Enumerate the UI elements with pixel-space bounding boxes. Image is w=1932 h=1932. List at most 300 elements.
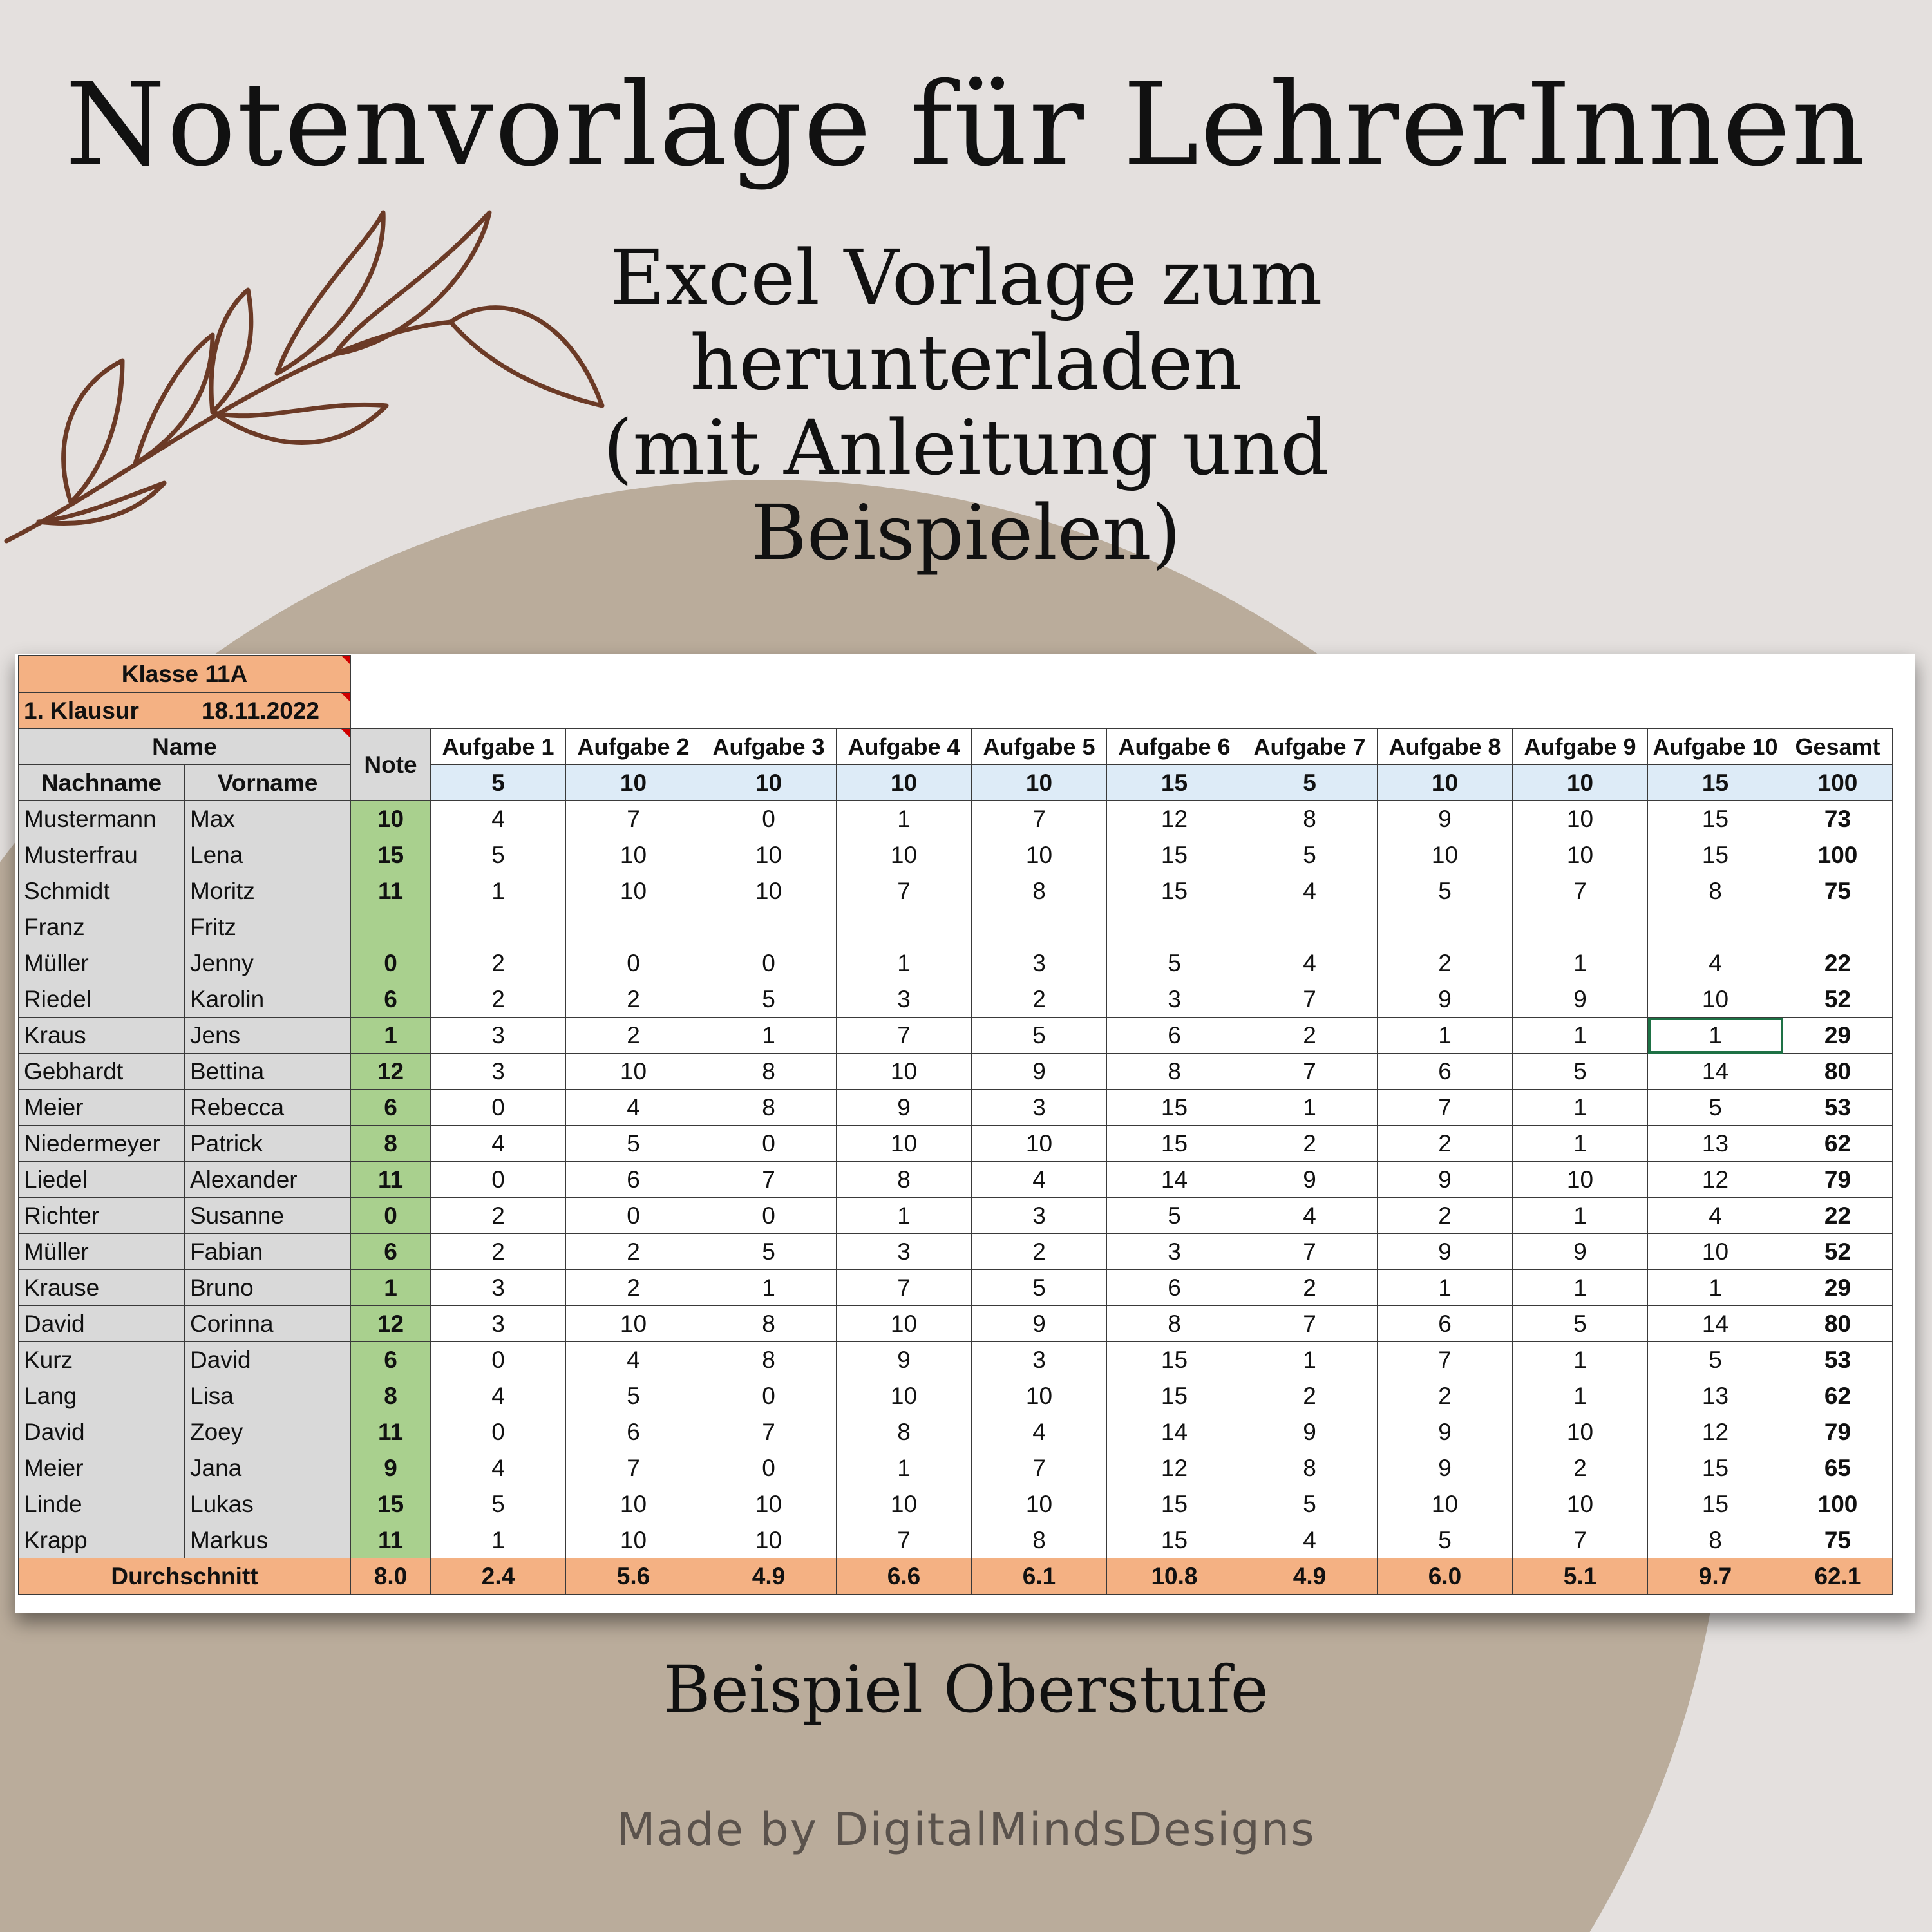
score-cell[interactable]: 1 [431,873,566,909]
score-cell[interactable]: 8 [1242,1450,1378,1486]
score-cell[interactable]: 10 [566,1522,701,1558]
score-cell[interactable]: 10 [837,1378,972,1414]
lastname-cell[interactable]: Franz [19,909,185,945]
score-cell[interactable] [972,909,1107,945]
note-cell[interactable]: 6 [351,1090,431,1126]
note-cell[interactable]: 6 [351,981,431,1018]
lastname-cell[interactable]: Kraus [19,1018,185,1054]
score-cell[interactable]: 0 [431,1342,566,1378]
score-cell[interactable]: 6 [1378,1306,1513,1342]
score-cell[interactable]: 7 [837,1270,972,1306]
task-header[interactable]: Aufgabe 6 [1107,729,1242,765]
lastname-cell[interactable]: Krapp [19,1522,185,1558]
score-cell[interactable]: 9 [1378,1450,1513,1486]
score-cell[interactable]: 10 [972,1126,1107,1162]
task-header[interactable]: Aufgabe 5 [972,729,1107,765]
total-cell[interactable]: 52 [1783,1234,1893,1270]
score-cell[interactable]: 12 [1648,1162,1783,1198]
firstname-cell[interactable]: Corinna [185,1306,351,1342]
max-points-cell[interactable]: 5 [1242,765,1378,801]
average-score-cell[interactable]: 4.9 [701,1558,837,1595]
score-cell[interactable]: 1 [1378,1270,1513,1306]
firstname-cell[interactable]: Jana [185,1450,351,1486]
firstname-cell[interactable]: Bruno [185,1270,351,1306]
score-cell[interactable]: 5 [1242,1486,1378,1522]
score-cell[interactable]: 0 [431,1162,566,1198]
firstname-cell[interactable]: David [185,1342,351,1378]
firstname-cell[interactable]: Jenny [185,945,351,981]
score-cell[interactable]: 7 [972,801,1107,837]
score-cell[interactable]: 7 [837,1522,972,1558]
note-cell[interactable] [351,909,431,945]
score-cell[interactable]: 13 [1648,1126,1783,1162]
score-cell[interactable]: 7 [1513,1522,1648,1558]
firstname-cell[interactable]: Fabian [185,1234,351,1270]
task-header[interactable]: Aufgabe 4 [837,729,972,765]
score-cell[interactable] [1107,909,1242,945]
score-cell[interactable]: 10 [1378,837,1513,873]
score-cell[interactable]: 5 [431,1486,566,1522]
score-cell[interactable]: 0 [431,1090,566,1126]
score-cell[interactable] [1513,909,1648,945]
score-cell[interactable]: 15 [1107,1486,1242,1522]
score-cell[interactable]: 2 [1242,1378,1378,1414]
score-cell[interactable]: 7 [1378,1342,1513,1378]
lastname-cell[interactable]: Müller [19,1234,185,1270]
score-cell[interactable]: 0 [431,1414,566,1450]
score-cell[interactable] [1242,909,1378,945]
max-points-cell[interactable]: 5 [431,765,566,801]
average-total-cell[interactable]: 62.1 [1783,1558,1893,1595]
score-cell[interactable]: 10 [972,1486,1107,1522]
lastname-cell[interactable]: Lang [19,1378,185,1414]
score-cell[interactable]: 5 [972,1270,1107,1306]
score-cell[interactable]: 10 [972,837,1107,873]
total-cell[interactable]: 65 [1783,1450,1893,1486]
score-cell[interactable]: 3 [972,1090,1107,1126]
score-cell[interactable]: 10 [837,837,972,873]
score-cell[interactable]: 12 [1107,1450,1242,1486]
firstname-cell[interactable]: Lisa [185,1378,351,1414]
score-cell[interactable]: 4 [431,1450,566,1486]
score-cell[interactable]: 8 [1107,1306,1242,1342]
score-cell[interactable]: 5 [1648,1342,1783,1378]
max-points-cell[interactable]: 10 [972,765,1107,801]
score-cell[interactable]: 1 [701,1018,837,1054]
score-cell[interactable]: 8 [837,1414,972,1450]
note-cell[interactable]: 11 [351,1522,431,1558]
average-score-cell[interactable]: 5.6 [566,1558,701,1595]
score-cell[interactable]: 8 [1648,1522,1783,1558]
score-cell[interactable]: 2 [1378,1198,1513,1234]
score-cell[interactable]: 14 [1107,1162,1242,1198]
score-cell[interactable]: 1 [431,1522,566,1558]
total-cell[interactable]: 22 [1783,1198,1893,1234]
score-cell[interactable]: 5 [566,1378,701,1414]
average-score-cell[interactable]: 6.0 [1378,1558,1513,1595]
score-cell[interactable]: 1 [701,1270,837,1306]
score-cell[interactable]: 9 [837,1342,972,1378]
score-cell[interactable]: 15 [1648,1450,1783,1486]
score-cell[interactable] [1378,909,1513,945]
score-cell[interactable]: 8 [972,873,1107,909]
score-cell[interactable]: 2 [1242,1018,1378,1054]
total-cell[interactable]: 80 [1783,1306,1893,1342]
score-cell[interactable]: 8 [701,1342,837,1378]
lastname-cell[interactable]: Meier [19,1450,185,1486]
firstname-cell[interactable]: Fritz [185,909,351,945]
score-cell[interactable]: 5 [1107,945,1242,981]
score-cell[interactable]: 4 [1242,945,1378,981]
score-cell[interactable]: 12 [1648,1414,1783,1450]
score-cell[interactable]: 7 [566,1450,701,1486]
note-cell[interactable]: 11 [351,873,431,909]
score-cell[interactable]: 1 [1513,945,1648,981]
score-cell[interactable]: 3 [431,1018,566,1054]
score-cell[interactable]: 10 [566,873,701,909]
total-header[interactable]: Gesamt [1783,729,1893,765]
note-cell[interactable]: 15 [351,837,431,873]
score-cell[interactable]: 7 [701,1162,837,1198]
score-cell[interactable]: 8 [1242,801,1378,837]
score-cell[interactable]: 15 [1107,837,1242,873]
lastname-cell[interactable]: Mustermann [19,801,185,837]
score-cell[interactable]: 1 [837,1450,972,1486]
score-cell[interactable]: 4 [1242,1522,1378,1558]
score-cell[interactable]: 9 [1378,1234,1513,1270]
score-cell[interactable]: 3 [431,1306,566,1342]
score-cell[interactable]: 10 [972,1378,1107,1414]
total-cell[interactable]: 75 [1783,873,1893,909]
score-cell[interactable]: 2 [972,1234,1107,1270]
exam-info-cell[interactable] [19,693,351,729]
score-cell[interactable]: 15 [1648,1486,1783,1522]
score-cell[interactable]: 7 [837,1018,972,1054]
firstname-cell[interactable]: Jens [185,1018,351,1054]
max-points-cell[interactable]: 15 [1107,765,1242,801]
task-header[interactable]: Aufgabe 2 [566,729,701,765]
score-cell[interactable]: 15 [1107,1378,1242,1414]
score-cell[interactable]: 7 [701,1414,837,1450]
task-header[interactable]: Aufgabe 1 [431,729,566,765]
total-cell[interactable]: 73 [1783,801,1893,837]
score-cell[interactable]: 4 [1648,1198,1783,1234]
total-cell[interactable]: 52 [1783,981,1893,1018]
score-cell[interactable]: 5 [1513,1054,1648,1090]
note-cell[interactable]: 0 [351,1198,431,1234]
total-cell[interactable]: 79 [1783,1162,1893,1198]
note-cell[interactable]: 11 [351,1414,431,1450]
score-cell[interactable]: 2 [972,981,1107,1018]
score-cell[interactable]: 1 [1513,1378,1648,1414]
score-cell[interactable]: 5 [701,1234,837,1270]
score-cell[interactable]: 2 [566,1270,701,1306]
score-cell[interactable]: 7 [1242,981,1378,1018]
score-cell[interactable]: 9 [837,1090,972,1126]
score-cell[interactable]: 2 [1242,1126,1378,1162]
firstname-cell[interactable]: Karolin [185,981,351,1018]
score-cell[interactable]: 5 [701,981,837,1018]
score-cell[interactable]: 10 [837,1306,972,1342]
firstname-header[interactable]: Vorname [185,765,351,801]
score-cell[interactable]: 5 [431,837,566,873]
note-cell[interactable]: 15 [351,1486,431,1522]
score-cell[interactable]: 3 [431,1054,566,1090]
score-cell[interactable]: 9 [1242,1414,1378,1450]
score-cell[interactable]: 8 [1107,1054,1242,1090]
score-cell[interactable]: 5 [1242,837,1378,873]
score-cell[interactable]: 1 [1378,1018,1513,1054]
firstname-cell[interactable]: Rebecca [185,1090,351,1126]
total-cell[interactable]: 80 [1783,1054,1893,1090]
max-points-cell[interactable]: 10 [566,765,701,801]
total-cell[interactable]: 29 [1783,1018,1893,1054]
max-total-cell[interactable]: 100 [1783,765,1893,801]
score-cell[interactable] [701,909,837,945]
score-cell[interactable]: 10 [837,1126,972,1162]
total-cell[interactable]: 22 [1783,945,1893,981]
score-cell[interactable]: 5 [1378,1522,1513,1558]
score-cell[interactable]: 9 [972,1054,1107,1090]
total-cell[interactable]: 100 [1783,837,1893,873]
score-cell[interactable]: 2 [431,981,566,1018]
note-cell[interactable]: 9 [351,1450,431,1486]
score-cell[interactable]: 4 [1242,873,1378,909]
average-score-cell[interactable]: 9.7 [1648,1558,1783,1595]
max-points-cell[interactable]: 10 [1378,765,1513,801]
score-cell[interactable]: 4 [431,1378,566,1414]
score-cell[interactable]: 10 [1648,1234,1783,1270]
task-header[interactable]: Aufgabe 10 [1648,729,1783,765]
task-header[interactable]: Aufgabe 9 [1513,729,1648,765]
score-cell[interactable]: 10 [1513,1414,1648,1450]
score-cell[interactable]: 4 [1648,945,1783,981]
max-points-cell[interactable]: 10 [701,765,837,801]
score-cell[interactable]: 1 [837,945,972,981]
firstname-cell[interactable]: Lena [185,837,351,873]
total-cell[interactable]: 62 [1783,1126,1893,1162]
score-cell[interactable]: 14 [1648,1054,1783,1090]
score-cell[interactable]: 2 [1513,1450,1648,1486]
score-cell[interactable]: 14 [1107,1414,1242,1450]
firstname-cell[interactable]: Bettina [185,1054,351,1090]
score-cell[interactable]: 3 [972,1342,1107,1378]
lastname-cell[interactable]: David [19,1414,185,1450]
score-cell[interactable]: 15 [1107,1090,1242,1126]
score-cell[interactable]: 15 [1107,873,1242,909]
score-cell[interactable]: 10 [837,1486,972,1522]
score-cell[interactable]: 10 [701,837,837,873]
score-cell[interactable]: 10 [701,873,837,909]
score-cell[interactable]: 15 [1648,837,1783,873]
lastname-cell[interactable]: Riedel [19,981,185,1018]
score-cell[interactable]: 6 [1378,1054,1513,1090]
note-cell[interactable]: 1 [351,1018,431,1054]
score-cell[interactable]: 1 [1242,1090,1378,1126]
score-cell[interactable]: 9 [1513,981,1648,1018]
score-cell[interactable]: 0 [566,1198,701,1234]
score-cell[interactable]: 10 [837,1054,972,1090]
score-cell[interactable]: 5 [1648,1090,1783,1126]
score-cell[interactable]: 3 [1107,1234,1242,1270]
lastname-cell[interactable]: Meier [19,1090,185,1126]
score-cell[interactable]: 7 [1242,1306,1378,1342]
score-cell[interactable]: 7 [1242,1054,1378,1090]
score-cell[interactable]: 2 [566,1018,701,1054]
score-cell[interactable]: 9 [1378,801,1513,837]
note-cell[interactable]: 12 [351,1306,431,1342]
lastname-cell[interactable]: Kurz [19,1342,185,1378]
score-cell[interactable]: 2 [431,945,566,981]
note-cell[interactable]: 8 [351,1378,431,1414]
score-cell[interactable]: 2 [1378,945,1513,981]
lastname-header[interactable]: Nachname [19,765,185,801]
total-cell[interactable]: 79 [1783,1414,1893,1450]
score-cell[interactable]: 2 [431,1234,566,1270]
lastname-cell[interactable]: Linde [19,1486,185,1522]
score-cell[interactable]: 3 [431,1270,566,1306]
score-cell[interactable]: 0 [701,801,837,837]
task-header[interactable]: Aufgabe 8 [1378,729,1513,765]
score-cell[interactable]: 13 [1648,1378,1783,1414]
score-cell[interactable]: 10 [566,1306,701,1342]
total-cell[interactable] [1783,909,1893,945]
score-cell[interactable]: 1 [1513,1126,1648,1162]
score-cell[interactable]: 2 [1378,1378,1513,1414]
score-cell[interactable]: 1 [1242,1342,1378,1378]
firstname-cell[interactable]: Zoey [185,1414,351,1450]
score-cell[interactable]: 1 [1513,1018,1648,1054]
score-cell[interactable]: 9 [1378,1414,1513,1450]
score-cell[interactable]: 0 [701,945,837,981]
score-cell[interactable]: 1 [1513,1198,1648,1234]
score-cell[interactable]: 5 [1378,873,1513,909]
score-cell[interactable]: 4 [431,801,566,837]
total-cell[interactable]: 100 [1783,1486,1893,1522]
score-cell[interactable]: 7 [1378,1090,1513,1126]
note-cell[interactable]: 1 [351,1270,431,1306]
score-cell[interactable]: 7 [1513,873,1648,909]
score-cell[interactable]: 10 [566,837,701,873]
lastname-cell[interactable]: Liedel [19,1162,185,1198]
score-cell[interactable]: 0 [701,1450,837,1486]
score-cell[interactable]: 10 [1378,1486,1513,1522]
score-cell[interactable]: 15 [1107,1522,1242,1558]
score-cell[interactable]: 1 [837,1198,972,1234]
score-cell[interactable]: 1 [1513,1270,1648,1306]
score-cell[interactable]: 3 [972,945,1107,981]
score-cell[interactable]: 10 [701,1522,837,1558]
note-cell[interactable]: 0 [351,945,431,981]
score-cell[interactable]: 9 [1242,1162,1378,1198]
firstname-cell[interactable]: Max [185,801,351,837]
score-cell[interactable]: 10 [1513,801,1648,837]
max-points-cell[interactable]: 15 [1648,765,1783,801]
score-cell[interactable]: 8 [701,1306,837,1342]
score-cell[interactable]: 0 [701,1198,837,1234]
average-score-cell[interactable]: 4.9 [1242,1558,1378,1595]
score-cell[interactable]: 6 [566,1414,701,1450]
average-label[interactable]: Durchschnitt [19,1558,351,1595]
score-cell[interactable]: 7 [566,801,701,837]
score-cell[interactable]: 9 [1378,981,1513,1018]
score-cell[interactable]: 3 [837,1234,972,1270]
lastname-cell[interactable]: David [19,1306,185,1342]
score-cell[interactable]: 2 [431,1198,566,1234]
score-cell[interactable]: 10 [1513,1486,1648,1522]
note-cell[interactable]: 8 [351,1126,431,1162]
score-cell[interactable]: 8 [837,1162,972,1198]
score-cell[interactable]: 1 [837,801,972,837]
score-cell[interactable]: 2 [566,981,701,1018]
note-cell[interactable]: 6 [351,1234,431,1270]
total-cell[interactable]: 53 [1783,1342,1893,1378]
score-cell[interactable]: 4 [1242,1198,1378,1234]
total-cell[interactable]: 62 [1783,1378,1893,1414]
note-cell[interactable]: 10 [351,801,431,837]
score-cell[interactable] [566,909,701,945]
score-cell[interactable]: 5 [1107,1198,1242,1234]
score-cell[interactable]: 15 [1107,1126,1242,1162]
firstname-cell[interactable]: Susanne [185,1198,351,1234]
max-points-cell[interactable]: 10 [1513,765,1648,801]
score-cell[interactable]: 8 [972,1522,1107,1558]
score-cell[interactable]: 9 [972,1306,1107,1342]
firstname-cell[interactable]: Lukas [185,1486,351,1522]
score-cell[interactable]: 7 [837,873,972,909]
total-cell[interactable]: 75 [1783,1522,1893,1558]
score-cell[interactable]: 6 [1107,1270,1242,1306]
note-header-cell[interactable] [351,729,431,801]
score-cell[interactable]: 2 [1378,1126,1513,1162]
average-score-cell[interactable]: 2.4 [431,1558,566,1595]
score-cell[interactable]: 1 [1513,1090,1648,1126]
lastname-cell[interactable]: Richter [19,1198,185,1234]
lastname-cell[interactable]: Gebhardt [19,1054,185,1090]
score-cell[interactable]: 3 [1107,981,1242,1018]
score-cell[interactable] [837,909,972,945]
note-cell[interactable]: 11 [351,1162,431,1198]
score-cell[interactable]: 5 [566,1126,701,1162]
score-cell[interactable]: 1 [1648,1018,1783,1054]
score-cell[interactable]: 0 [701,1378,837,1414]
score-cell[interactable]: 9 [1513,1234,1648,1270]
firstname-cell[interactable]: Alexander [185,1162,351,1198]
score-cell[interactable]: 15 [1648,801,1783,837]
score-cell[interactable]: 4 [972,1414,1107,1450]
score-cell[interactable]: 6 [566,1162,701,1198]
score-cell[interactable]: 4 [566,1090,701,1126]
score-cell[interactable]: 1 [1648,1270,1783,1306]
max-points-cell[interactable]: 10 [837,765,972,801]
firstname-cell[interactable]: Moritz [185,873,351,909]
average-score-cell[interactable]: 6.1 [972,1558,1107,1595]
average-score-cell[interactable]: 6.6 [837,1558,972,1595]
score-cell[interactable]: 3 [972,1198,1107,1234]
name-header-cell[interactable] [19,729,351,765]
score-cell[interactable]: 14 [1648,1306,1783,1342]
score-cell[interactable]: 15 [1107,1342,1242,1378]
score-cell[interactable]: 5 [1513,1306,1648,1342]
score-cell[interactable]: 10 [566,1054,701,1090]
score-cell[interactable]: 4 [431,1126,566,1162]
firstname-cell[interactable]: Patrick [185,1126,351,1162]
score-cell[interactable]: 4 [972,1162,1107,1198]
average-score-cell[interactable]: 5.1 [1513,1558,1648,1595]
lastname-cell[interactable]: Musterfrau [19,837,185,873]
score-cell[interactable]: 12 [1107,801,1242,837]
score-cell[interactable]: 7 [1242,1234,1378,1270]
